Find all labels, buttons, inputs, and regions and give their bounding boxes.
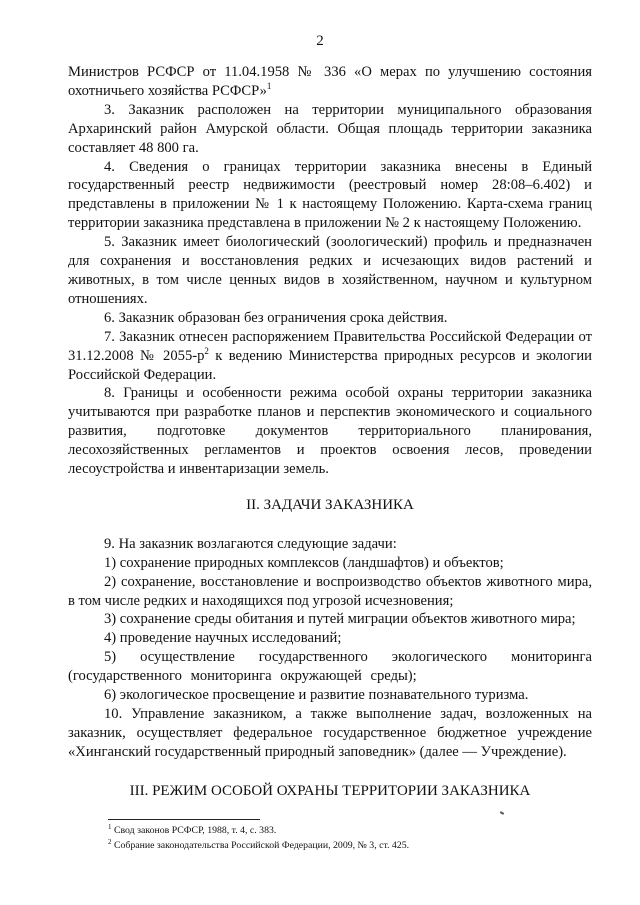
document-body (68, 63, 592, 801)
footnote-ref: 1 (266, 80, 272, 91)
list-item: 2) сохранение, восстановление и воспроизводство объектов животного мира, в том числе редких и находящихся под угрозой исчезновения; (68, 573, 592, 609)
list-item: 4) проведение научных исследований; (104, 630, 342, 647)
paragraph-8: 8. Границы и особенности режима особой охраны территории заказника учитываются при разработке планов и перспектив экономического и социального развития, подготовке документов территориального планирования, лесохозяйственных регламентов и проектов освоения лесов, проведении лесоустройства и инвентаризации земель. (68, 385, 592, 478)
paragraph-3: 3. Заказник расположен на территории муниципального образования Архаринский район Амурской области. Общая площадь территории заказника составляет 48 800 га. (68, 101, 592, 156)
paragraph-6: 6. Заказник образован без ограничения срока действия. (104, 309, 448, 326)
page-number: 2 (316, 33, 324, 49)
paragraph-7 (68, 328, 592, 385)
footnote-marker: 2 (108, 838, 112, 846)
scan-speck (500, 811, 504, 815)
footnote-text: Собрание законодательства Российской Федерации, 2009, № 3, ст. 425. (113, 840, 410, 851)
footnote (108, 838, 608, 853)
paragraph-continuation (68, 63, 592, 101)
footnote (108, 823, 608, 838)
paragraph-4: 4. Сведения о границах территории заказника внесены в Единый государственный реестр недвижимости (реестровый номер 28:08–6.402) и представлены в приложении № 1 к настоящему Положению. Карта-схема границ территории заказника представлена в приложении № 2 к настоящему Положению. (68, 158, 592, 232)
footnote-ref: 2 (204, 345, 209, 356)
paragraph-text: 7. Заказник отнесен распоряжением Правительства Российской Федерации от 31.12.2008 № 2055-р (68, 328, 592, 364)
paragraph-10: 10. Управление заказником, а также выполнение задач, возложенных на заказник, осуществляет федеральное государственное бюджетное учреждение «Хинганский государственный природный заповедник» (далее — Учреждение). (68, 706, 592, 760)
section-heading: II. ЗАДАЧИ ЗАКАЗНИКА (246, 496, 414, 513)
footnote-text: Свод законов РСФСР, 1988, т. 4, с. 383. (113, 825, 277, 836)
paragraph-9: 9. На заказник возлагаются следующие задачи: (104, 535, 397, 552)
list-item: 3) сохранение среды обитания и путей миграции объектов животного мира; (104, 611, 576, 628)
paragraph-text: к ведению Министерства природных ресурсов и экологии Российской Федерации. (68, 347, 592, 383)
paragraph-text: Министров РСФСР от 11.04.1958 № 336 «О мерах по улучшению состояния охотничьего хозяйства РСФСР» (68, 64, 592, 99)
footnote-divider (108, 819, 260, 820)
paragraph-5: 5. Заказник имеет биологический (зоологический) профиль и предназначен для сохранения и восстановления редких и исчезающих видов растений и животных, в том числе ценных видов в хозяйственном, научном и культурном отношениях. (68, 234, 592, 307)
section-heading: III. РЕЖИМ ОСОБОЙ ОХРАНЫ ТЕРРИТОРИИ ЗАКАЗНИКА (129, 782, 531, 799)
list-item: 5) осуществление государственного экологического мониторинга (государственного мониторинга окружающей среды); (68, 649, 592, 685)
list-item: 6) экологическое просвещение и развитие познавательного туризма. (104, 687, 529, 704)
footnotes (108, 823, 608, 853)
footnote-marker: 1 (108, 823, 112, 831)
list-item: 1) сохранение природных комплексов (ландшафтов) и объектов; (104, 554, 504, 571)
